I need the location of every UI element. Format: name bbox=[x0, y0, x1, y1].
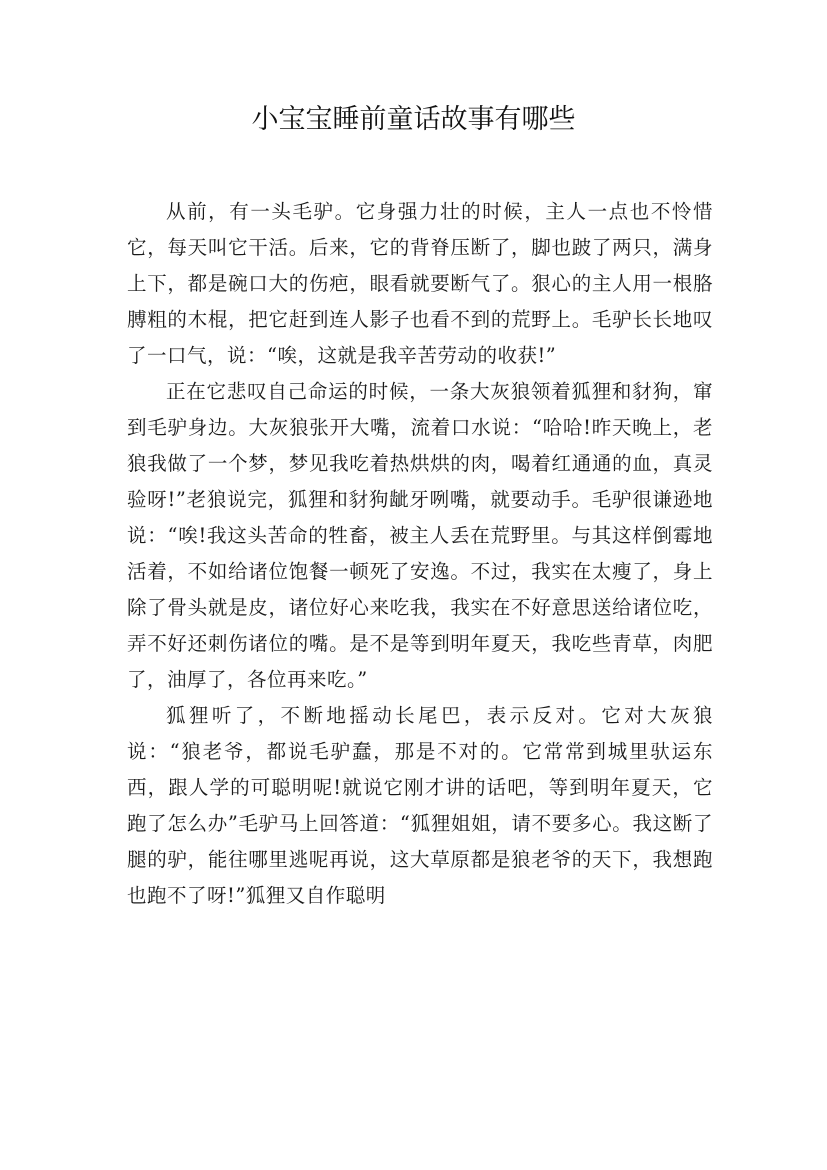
document-body bbox=[127, 194, 713, 914]
paragraph-1: 从前，有一头毛驴。它身强力壮的时候，主人一点也不怜惜它，每天叫它干活。后来，它的背脊压断了，脚也跛了两只，满身上下，都是碗口大的伤疤，眼看就要断气了。狠心的主人用一根胳膊粗的木棍，把它赶到连人影子也看不到的荒野上。毛驴长长地叹了一口气，说：“唉，这就是我辛苦劳动的收获!” bbox=[127, 200, 713, 367]
paragraph-3: 狐狸听了，不断地摇动长尾巴，表示反对。它对大灰狼说：“狼老爷，都说毛驴蠢，那是不对的。它常常到城里驮运东西，跟人学的可聪明呢!就说它刚才讲的话吧，等到明年夏天，它跑了怎么办”毛驴马上回答道：“狐狸姐姐，请不要多心。我这断了腿的驴，能往哪里逃呢再说，这大草原都是狼老爷的天下，我想跑也跑不了呀!”狐狸又自作聪明 bbox=[127, 704, 713, 907]
document-title: 小宝宝睡前童话故事有哪些 bbox=[251, 104, 576, 135]
paragraph-2: 正在它悲叹自己命运的时候，一条大灰狼领着狐狸和豺狗，窜到毛驴身边。大灰狼张开大嘴，流着口水说：“哈哈!昨天晚上，老狼我做了一个梦，梦见我吃着热烘烘的肉，喝着红通通的血，真灵验呀!”老狼说完，狐狸和豺狗龇牙咧嘴，就要动手。毛驴很谦逊地说：“唉!我这头苦命的牲畜，被主人丢在荒野里。与其这样倒霉地活着，不如给诸位饱餐一顿死了安逸。不过，我实在太瘦了，身上除了骨头就是皮，诸位好心来吃我，我实在不好意思送给诸位吃，弄不好还刺伤诸位的嘴。是不是等到明年夏天，我吃些青草，肉肥了，油厚了，各位再来吃。” bbox=[127, 380, 713, 691]
